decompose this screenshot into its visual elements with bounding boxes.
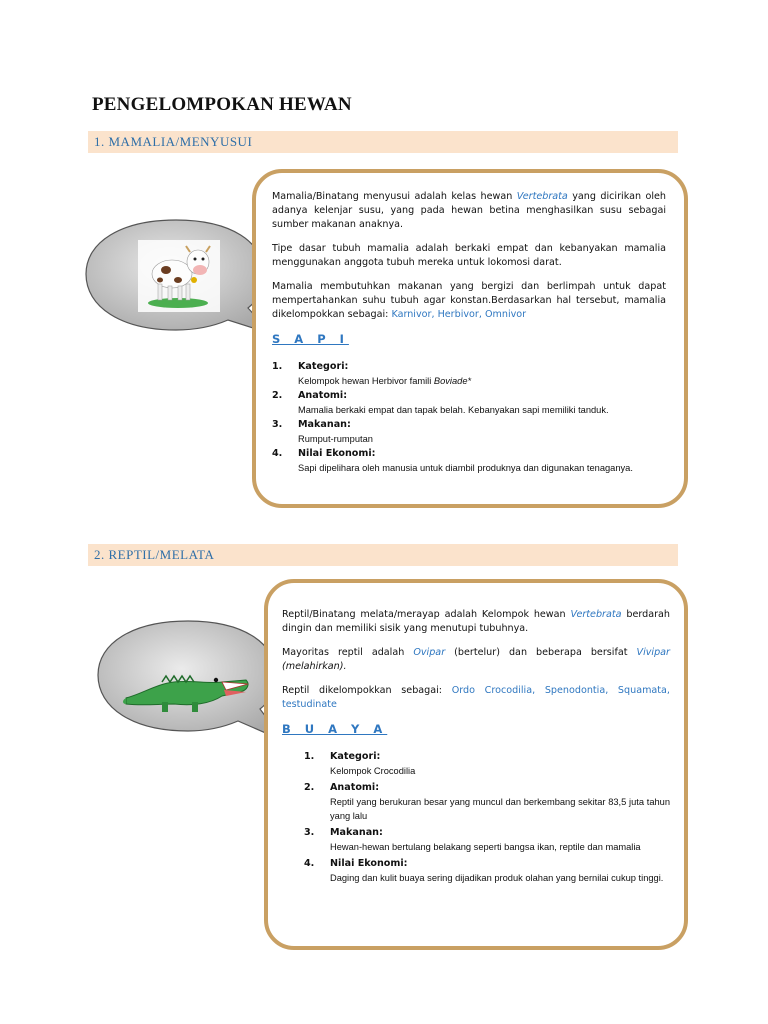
paragraph-groups: Mamalia membutuhkan makanan yang bergizi dan berlimpah untuk dapat mempertahankan suhu tubuh agar konstan.Berdasarkan hal tersebut, mamalia dikelompokkan sebagai: Karnivor, Herbivor, Omnivor: [272, 281, 666, 320]
section-heading-reptil: 2. REPTIL/MELATA: [88, 544, 678, 566]
list-item: 2. Anatomi: Reptil yang berukuran besar yang muncul dan berkembang sekitar 83,5 juta tahun yang lalu: [304, 782, 670, 821]
paragraph-body-type: Tipe dasar tubuh mamalia adalah berkaki empat dan kebanyakan mamalia menggunakan anggota tubuh mereka untuk lokomosi darat.: [272, 243, 666, 268]
paragraph-definition: Mamalia/Binatang menyusui adalah kelas hewan Vertebrata yang dicirikan oleh adanya kelenjar susu, yang pada hewan betina menghasilkan susu sebagai sumber makanan anaknya.: [272, 191, 666, 230]
list-item: 4. Nilai Ekonomi: Sapi dipelihara oleh manusia untuk diambil produknya dan digunakan tenaganya.: [272, 448, 633, 473]
section-heading-mamalia: 1. MAMALIA/MENYUSUI: [88, 131, 678, 153]
crocodile-icon: [122, 654, 252, 716]
animal-heading-buaya: B U A Y A: [282, 722, 388, 736]
info-list-buaya: [282, 750, 670, 885]
paragraph-definition: Reptil/Binatang melata/merayap adalah Kelompok hewan Vertebrata berdarah dingin dan memiliki sisik yang menutupi tubuhnya.: [282, 609, 670, 634]
page-title: PENGELOMPOKAN HEWAN: [92, 94, 352, 115]
list-item: 3. Makanan: Hewan-hewan bertulang belakang seperti bangsa ikan, reptile dan mamalia: [304, 827, 641, 852]
card-text-reptil: [282, 608, 670, 888]
paragraph-reproduction: Mayoritas reptil adalah Ovipar (bertelur) dan beberapa bersifat Vivipar (melahirkan).: [282, 647, 670, 672]
paragraph-groups: Reptil dikelompokkan sebagai: Ordo Crocodilia, Spenodontia, Squamata, testudinate: [282, 685, 670, 710]
list-item: 1. Kategori: Kelompok hewan Herbivor famili Boviade*: [272, 361, 472, 386]
list-item: 4. Nilai Ekonomi: Daging dan kulit buaya sering dijadikan produk olahan yang bernilai cukup tinggi.: [304, 858, 664, 883]
list-item: 2. Anatomi: Mamalia berkaki empat dan tapak belah. Kebanyakan sapi memiliki tanduk.: [272, 390, 609, 415]
cow-icon: [138, 240, 220, 312]
animal-heading-sapi: S A P I: [272, 332, 349, 346]
info-list-sapi: [272, 360, 666, 475]
list-item: 1. Kategori: Kelompok Crocodilia: [304, 751, 416, 776]
list-item: 3. Makanan: Rumput-rumputan: [272, 419, 373, 444]
card-text-mamalia: [272, 190, 666, 476]
